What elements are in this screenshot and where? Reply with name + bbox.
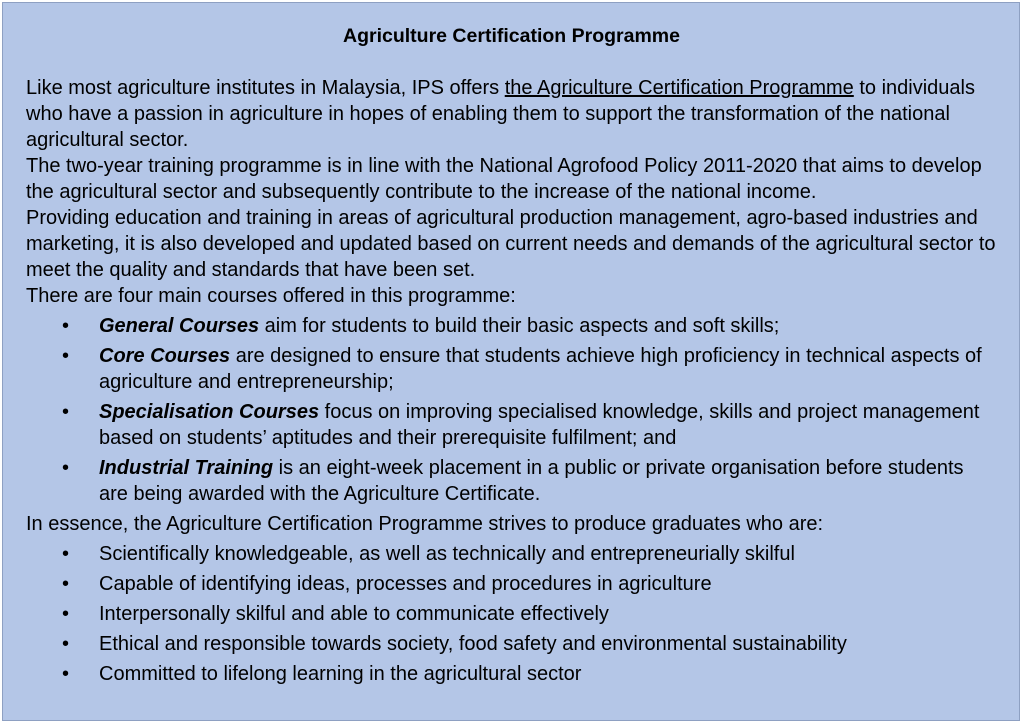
courses-intro: There are four main courses offered in this programme:	[26, 285, 516, 307]
bullet-icon: •	[62, 663, 70, 685]
course-description: are designed to ensure that students achieve high proficiency in technical aspects of agriculture and entrepreneurship;	[99, 345, 982, 393]
bullet-icon: •	[62, 315, 70, 337]
course-name: Core Courses	[99, 345, 231, 367]
bullet-icon: •	[62, 401, 70, 423]
intro-paragraph	[26, 75, 997, 153]
bullet-icon: •	[62, 603, 70, 625]
course-name: Industrial Training	[99, 457, 274, 479]
outcome-item	[26, 661, 997, 687]
outcomes-intro: In essence, the Agriculture Certification Programme strives to produce graduates who are:	[26, 513, 824, 535]
outcome-text: Committed to lifelong learning in the agricultural sector	[99, 663, 582, 685]
bullet-icon: •	[62, 633, 70, 655]
intro-text-before: Like most agriculture institutes in Malaysia, IPS offers	[26, 77, 505, 99]
outcome-item	[26, 601, 997, 627]
outcome-item	[26, 571, 997, 597]
course-description: is an eight-week placement in a public or private organisation before students are being awarded with the Agriculture Certificate.	[99, 457, 964, 505]
outcome-item	[26, 541, 997, 567]
course-description: aim for students to build their basic aspects and soft skills;	[259, 315, 780, 337]
course-name: Specialisation Courses	[99, 401, 320, 423]
course-item-general	[26, 313, 997, 339]
outcome-text: Scientifically knowledgeable, as well as technically and entrepreneurially skilful	[99, 543, 795, 565]
course-description: focus on improving specialised knowledge, skills and project management based on students’ aptitudes and their prerequisite fulfilment; and	[99, 401, 980, 449]
programme-link[interactable]: the Agriculture Certification Programme	[504, 77, 854, 99]
intro-text-after: to individuals who have a passion in agriculture in hopes of enabling them to support the transformation of the national agricultural sector.	[26, 77, 975, 151]
course-item-core	[26, 343, 997, 395]
bullet-icon: •	[62, 457, 70, 479]
outcome-text: Interpersonally skilful and able to communicate effectively	[99, 603, 609, 625]
policy-paragraph: The two-year training programme is in line with the National Agrofood Policy 2011-2020 that aims to develop the agricultural sector and subsequently contribute to the increase of the national income.	[26, 155, 982, 203]
programme-info-box	[2, 2, 1020, 721]
course-item-specialisation	[26, 399, 997, 451]
course-item-industrial-training	[26, 455, 997, 507]
courses-list	[26, 313, 997, 507]
bullet-icon: •	[62, 543, 70, 565]
bullet-icon: •	[62, 345, 70, 367]
outcome-item	[26, 631, 997, 657]
bullet-icon: •	[62, 573, 70, 595]
outcome-text: Capable of identifying ideas, processes and procedures in agriculture	[99, 573, 712, 595]
course-name: General Courses	[99, 315, 260, 337]
training-areas-paragraph: Providing education and training in areas of agricultural production management, agro-based industries and marketing, it is also developed and updated based on current needs and demands of the agricultural sector to meet the quality and standards that have been set.	[26, 207, 996, 281]
outcome-text: Ethical and responsible towards society, food safety and environmental sustainability	[99, 633, 847, 655]
page-title: Agriculture Certification Programme	[343, 25, 680, 47]
outcomes-list	[26, 541, 997, 687]
